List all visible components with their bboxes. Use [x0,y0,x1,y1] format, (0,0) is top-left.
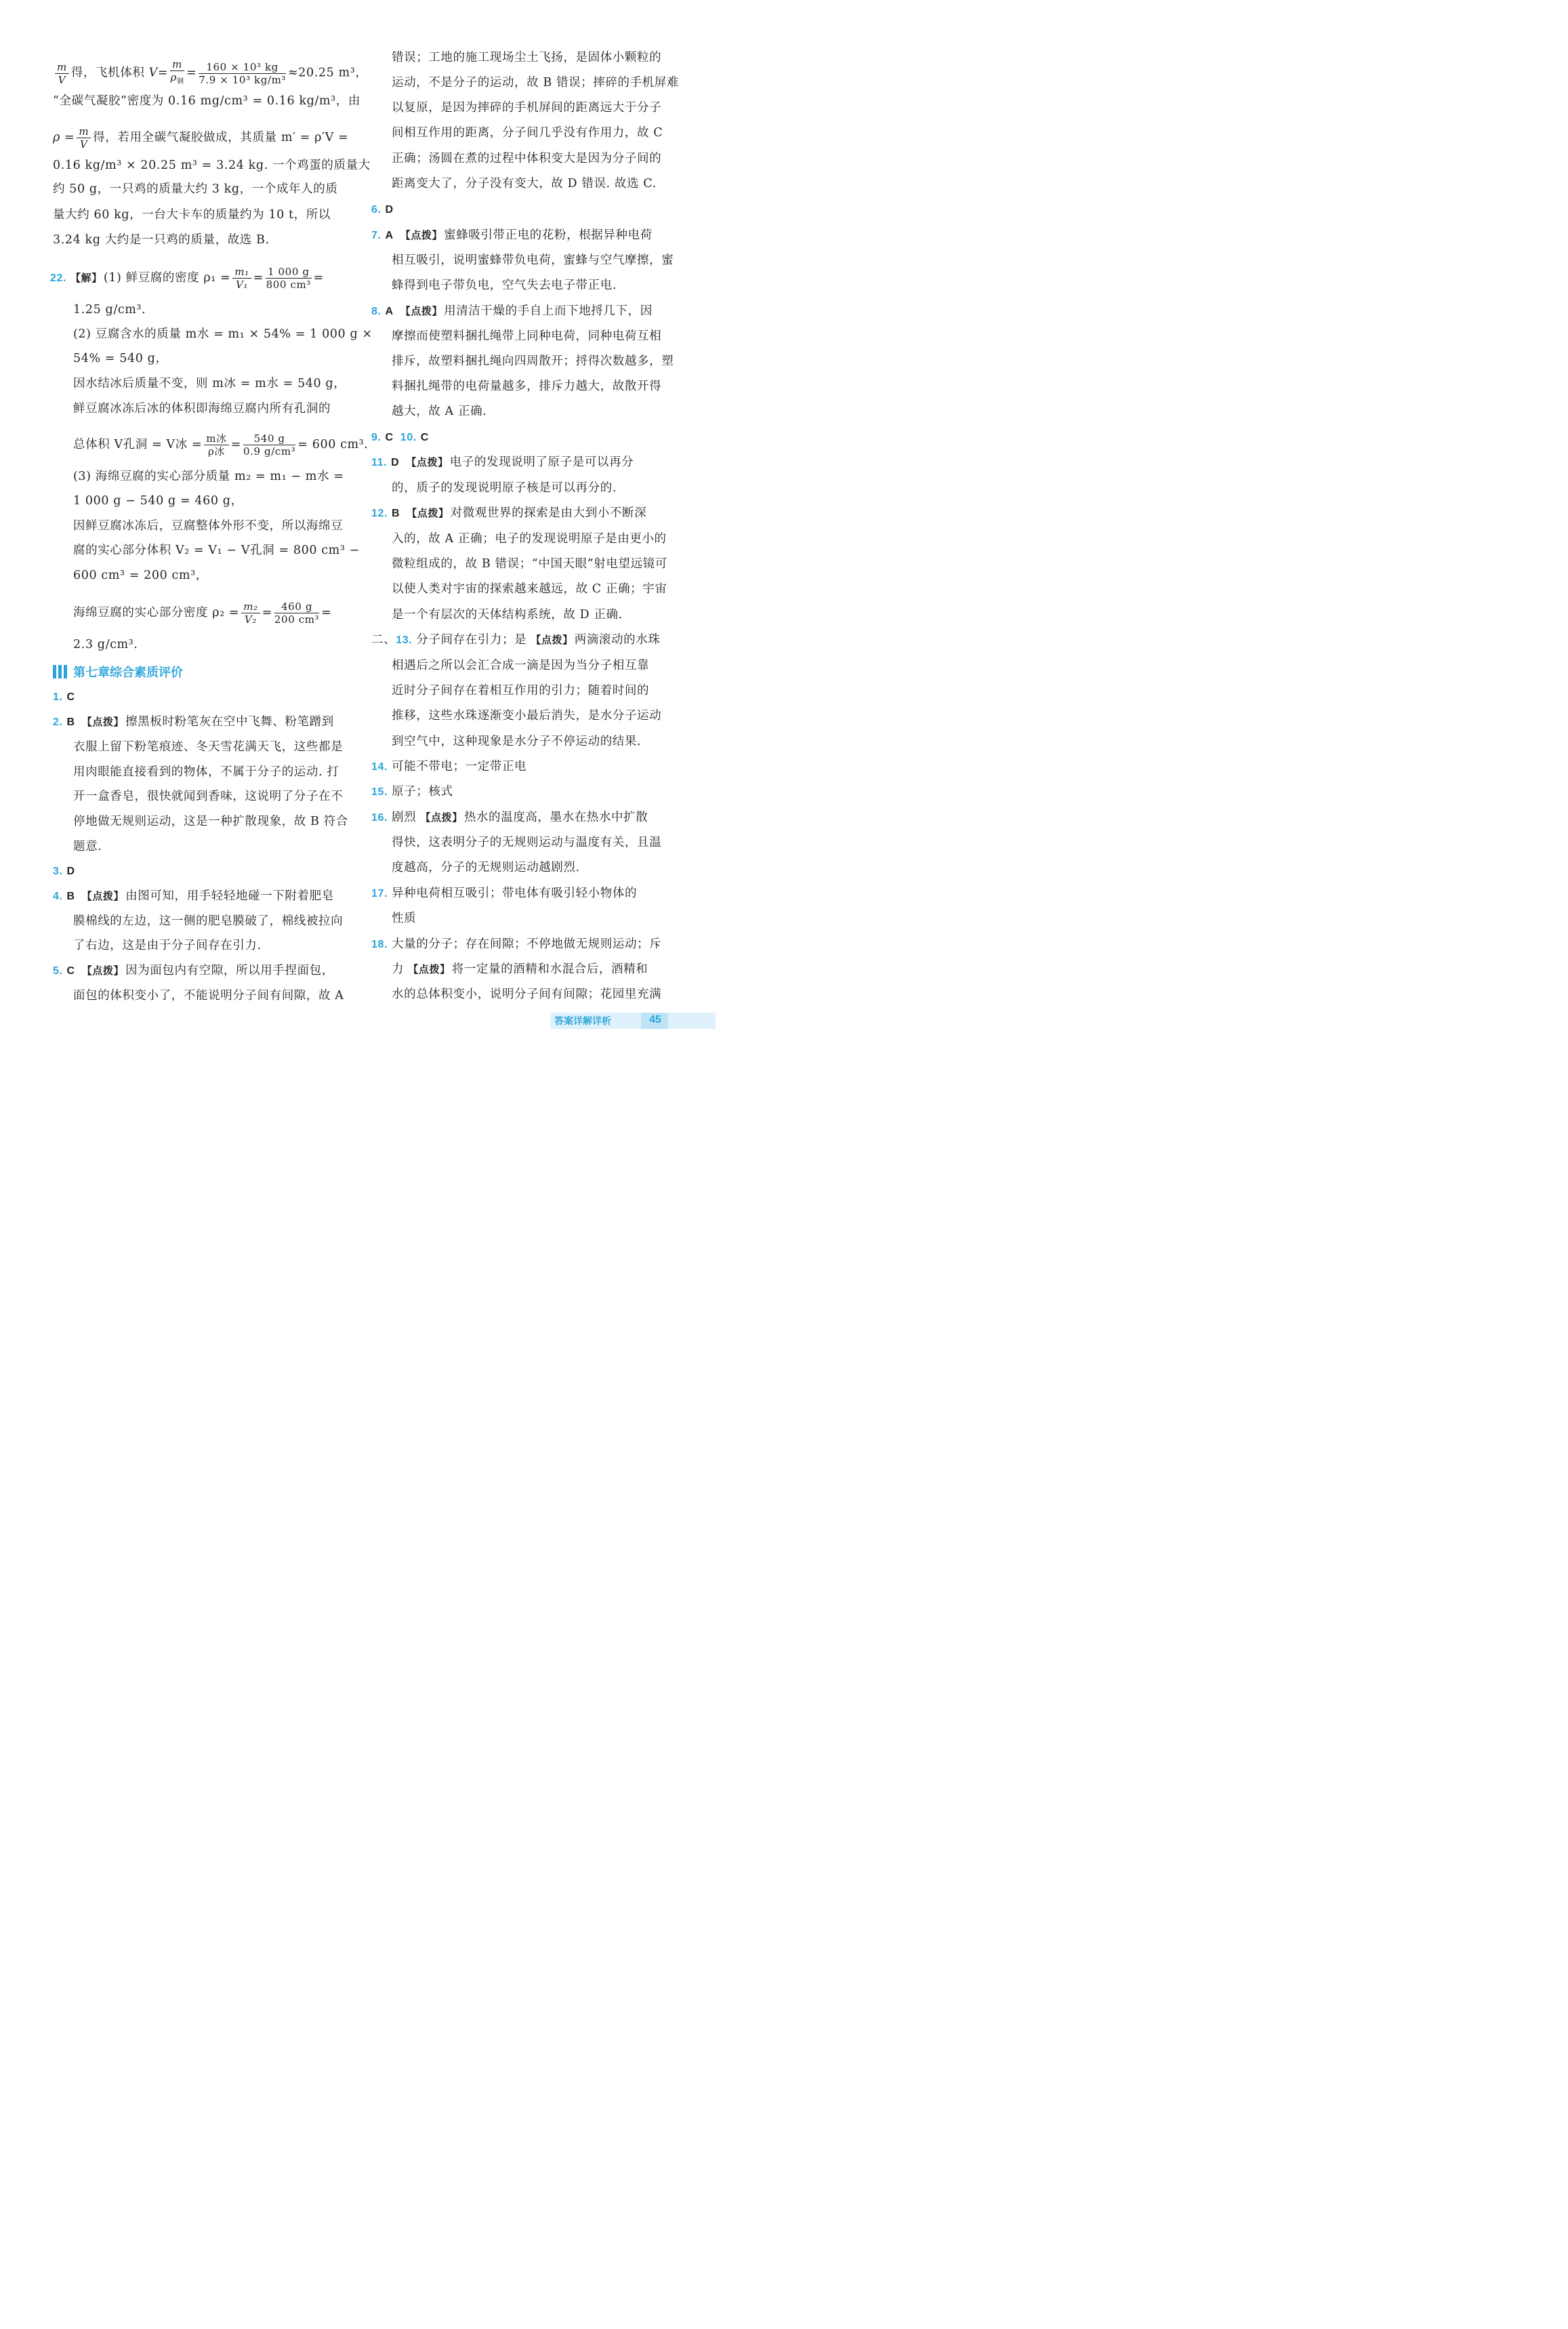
question-2: 2. B 【点拨】 擦黑板时粉笔灰在空中飞舞、粉笔蹭到 [53,715,334,729]
text-line: 相遇后之所以会汇合成一滴是因为当分子相互靠 [392,659,650,672]
text-line: 以复原，是因为摔碎的手机屏间的距离远大于分子 [392,101,662,115]
text-line: 600 cm³ = 200 cm³， [73,569,208,582]
text-line: 0.16 kg/m³ × 20.25 m³ = 3.24 kg. 一个鸡蛋的质量大 [53,159,371,172]
text-line: 水的总体积变小，说明分子间有间隙；花园里充满 [392,988,662,1001]
text-line: 了右边，这是由于分子间存在引力. [73,939,262,952]
text-line: (2) 豆腐含水的质量 m水 = m₁ × 54% = 1 000 g × [73,327,373,341]
question-12: 12. B 【点拨】 对微观世界的探索是由大到小不断深 [371,506,647,520]
text-line: 约 50 g，一只鸡的质量大约 3 kg，一个成年人的质 [53,182,338,196]
question-3: 3. D [53,866,75,877]
text-line: 停地做无规则运动，这是一种扩散现象，故 B 符合 [73,815,348,828]
text-line: 鲜豆腐冰冻后冰的体积即海绵豆腐内所有孔洞的 [73,402,331,416]
text-line: 因水结冰后质量不变，则 m冰 = m水 = 540 g， [73,377,346,390]
question-22: 22. 【解】 (1) 鲜豆腐的密度 ρ₁ = $\frac{\text{m₁}}{\text{V₁}}$ = $\frac{1 000 g}{\text{800 cm³}}$ = [50,266,324,291]
heading-bar [64,665,67,679]
formula-line: ρ = $\frac{m}{V}$ 得，若用全碳气凝胶做成，其质量 m′ = ρ′V = [53,125,349,150]
question-4: 4. B 【点拨】 由图可知，用手轻轻地碰一下附着肥皂 [53,889,334,903]
text-line: 相互吸引，说明蜜蜂带负电荷，蜜蜂与空气摩擦，蜜 [392,254,674,267]
text-line: 膜棉线的左边，这一侧的肥皂膜破了，棉线被拉向 [73,914,344,928]
text-line: 力 【点拨】 将一定量的酒精和水混合后，酒精和 [392,963,648,976]
text-line: 以使人类对宇宙的探索越来越远，故 C 正确；宇宙 [392,582,667,596]
text-line: 到空气中，这种现象是水分子不停运动的结果. [392,735,642,748]
footer-label: 答案详解详析 [554,1016,611,1027]
text-line: 3.24 kg 大约是一只鸡的质量，故选 B. [53,233,270,247]
question-6: 6. D [371,204,394,216]
heading-bar [53,665,56,679]
text-line: 开一盒香皂，很快就闻到香味，这说明了分子在不 [73,790,344,803]
text-line: 微粒组成的，故 B 错误；“中国天眼”射电望远镜可 [392,557,667,571]
fraction: $\frac{m}{V}$ [55,61,69,86]
formula-line: 总体积 V孔洞 = V冰 = $\frac{\text{m冰}}{\text{ρ冰}}$ = $\frac{540 g}{\text{0.9 g/cm³}}$ = 600 cm³. [73,432,369,458]
text-line: 间相互作用的距离，分子间几乎没有作用力，故 C [392,126,663,140]
text-line: 性质 [392,912,417,925]
page-number: 45 [649,1014,661,1026]
text-line: 近时分子间存在着相互作用的引力；随着时间的 [392,684,650,697]
text-line: (3) 海绵豆腐的实心部分质量 m₂ = m₁ − m水 = [73,470,344,483]
text-line: 1 000 g − 540 g = 460 g， [73,494,243,508]
text-line: “全碳气凝胶”密度为 0.16 mg/cm³ = 0.16 kg/m³，由 [53,94,360,108]
section-heading: 第七章综合素质评价 [53,663,183,681]
text-line: 是一个有层次的天体结构系统，故 D 正确. [392,608,623,622]
text-line: 量大约 60 kg，一台大卡车的质量约为 10 t，所以 [53,208,331,222]
question-17: 17. 异种电荷相互吸引；带电体有吸引轻小物体的 [371,887,638,900]
text-line: 摩擦而使塑料捆扎绳带上同种电荷，同种电荷互相 [392,329,662,343]
text-line: 排斥，故塑料捆扎绳向四周散开；捋得次数越多，塑 [392,355,674,368]
text-line: 蜂得到电子带负电，空气失去电子带正电. [392,279,617,292]
text-line: 因鲜豆腐冰冻后，豆腐整体外形不变，所以海绵豆 [73,519,344,533]
question-7: 7. A 【点拨】 蜜蜂吸引带正电的花粉，根据异种电荷 [371,228,653,242]
text-line: 得快，这表明分子的无规则运动与温度有关，且温 [392,836,662,849]
fraction: $\frac{\text{160 × 10³ kg}}{\text{7.9 × 10³ kg/m³}}$ [199,60,287,86]
formula-line: $\frac{m}{V}$ 得，飞机体积 V= $\frac{m}{\rho_钢}$ = $\frac{\text{160 × 10³ kg}}{\text{7.9 × 10³ kg/m³}}$ ≈20.25 m³， [53,58,367,88]
heading-bar [58,665,62,679]
question-15: 15. 原子；核式 [371,785,453,798]
text-line: 2.3 g/cm³. [73,638,138,651]
page-footer [550,1013,716,1029]
text-line: 的，质子的发现说明原子核是可以再分的. [392,481,617,495]
fraction: $\frac{m}{\rho_钢}$ [170,58,184,85]
question-13: 二、13. 分子间存在引力；是 【点拨】 两滴滚动的水珠 [371,633,661,647]
text-line: 面包的体积变小了，不能说明分子间有间隙，故 A [73,989,344,1003]
text-line: 推移，这些水珠逐渐变小最后消失，是水分子运动 [392,709,662,723]
question-5: 5. C 【点拨】 因为面包内有空隙，所以用手捏面包， [53,964,334,977]
text-line: 料捆扎绳带的电荷量越多，排斥力越大，故散开得 [392,380,662,393]
text-line: 1.25 g/cm³. [73,303,146,317]
text-line: 错误；工地的施工现场尘土飞扬，是固体小颗粒的 [392,51,662,64]
question-16: 16. 剧烈 【点拨】 热水的温度高，墨水在热水中扩散 [371,811,648,824]
text-line: 越大，故 A 正确. [392,405,487,418]
formula-line: 海绵豆腐的实心部分密度 ρ₂ = $\frac{\text{m₂}}{\text{V₂}}$ = $\frac{460 g}{\text{200 cm³}}$ = [73,601,332,626]
text-line: 用肉眼能直接看到的物体，不属于分子的运动. 打 [73,765,339,779]
question-18: 18. 大量的分子；存在间隙；不停地做无规则运动；斥 [371,937,662,951]
question-8: 8. A 【点拨】 用清洁干燥的手自上而下地捋几下，因 [371,304,653,318]
question-9-10: 9. C 10. C [371,432,429,443]
text-line: 54% = 540 g， [73,352,168,365]
text-line: 题意. [73,840,102,853]
text-line: 正确；汤圆在煮的过程中体积变大是因为分子间的 [392,152,662,165]
question-1: 1. C [53,691,75,703]
text-line: 距离变大了，分子没有变大，故 D 错误. 故选 C. [392,177,657,190]
text-line: 入的，故 A 正确；电子的发现说明原子是由更小的 [392,532,667,546]
question-14: 14. 可能不带电；一定带正电 [371,760,527,773]
text-line: 衣服上留下粉笔痕迹、冬天雪花满天飞，这些都是 [73,740,344,754]
text-line: 度越高，分子的无规则运动越剧烈. [392,861,580,874]
question-11: 11. D 【点拨】 电子的发现说明了原子是可以再分 [371,455,634,469]
text-line: 运动，不是分子的运动，故 B 错误；摔碎的手机屏难 [392,76,679,89]
text-line: 腐的实心部分体积 V₂ = V₁ − V孔洞 = 800 cm³ − [73,544,360,557]
